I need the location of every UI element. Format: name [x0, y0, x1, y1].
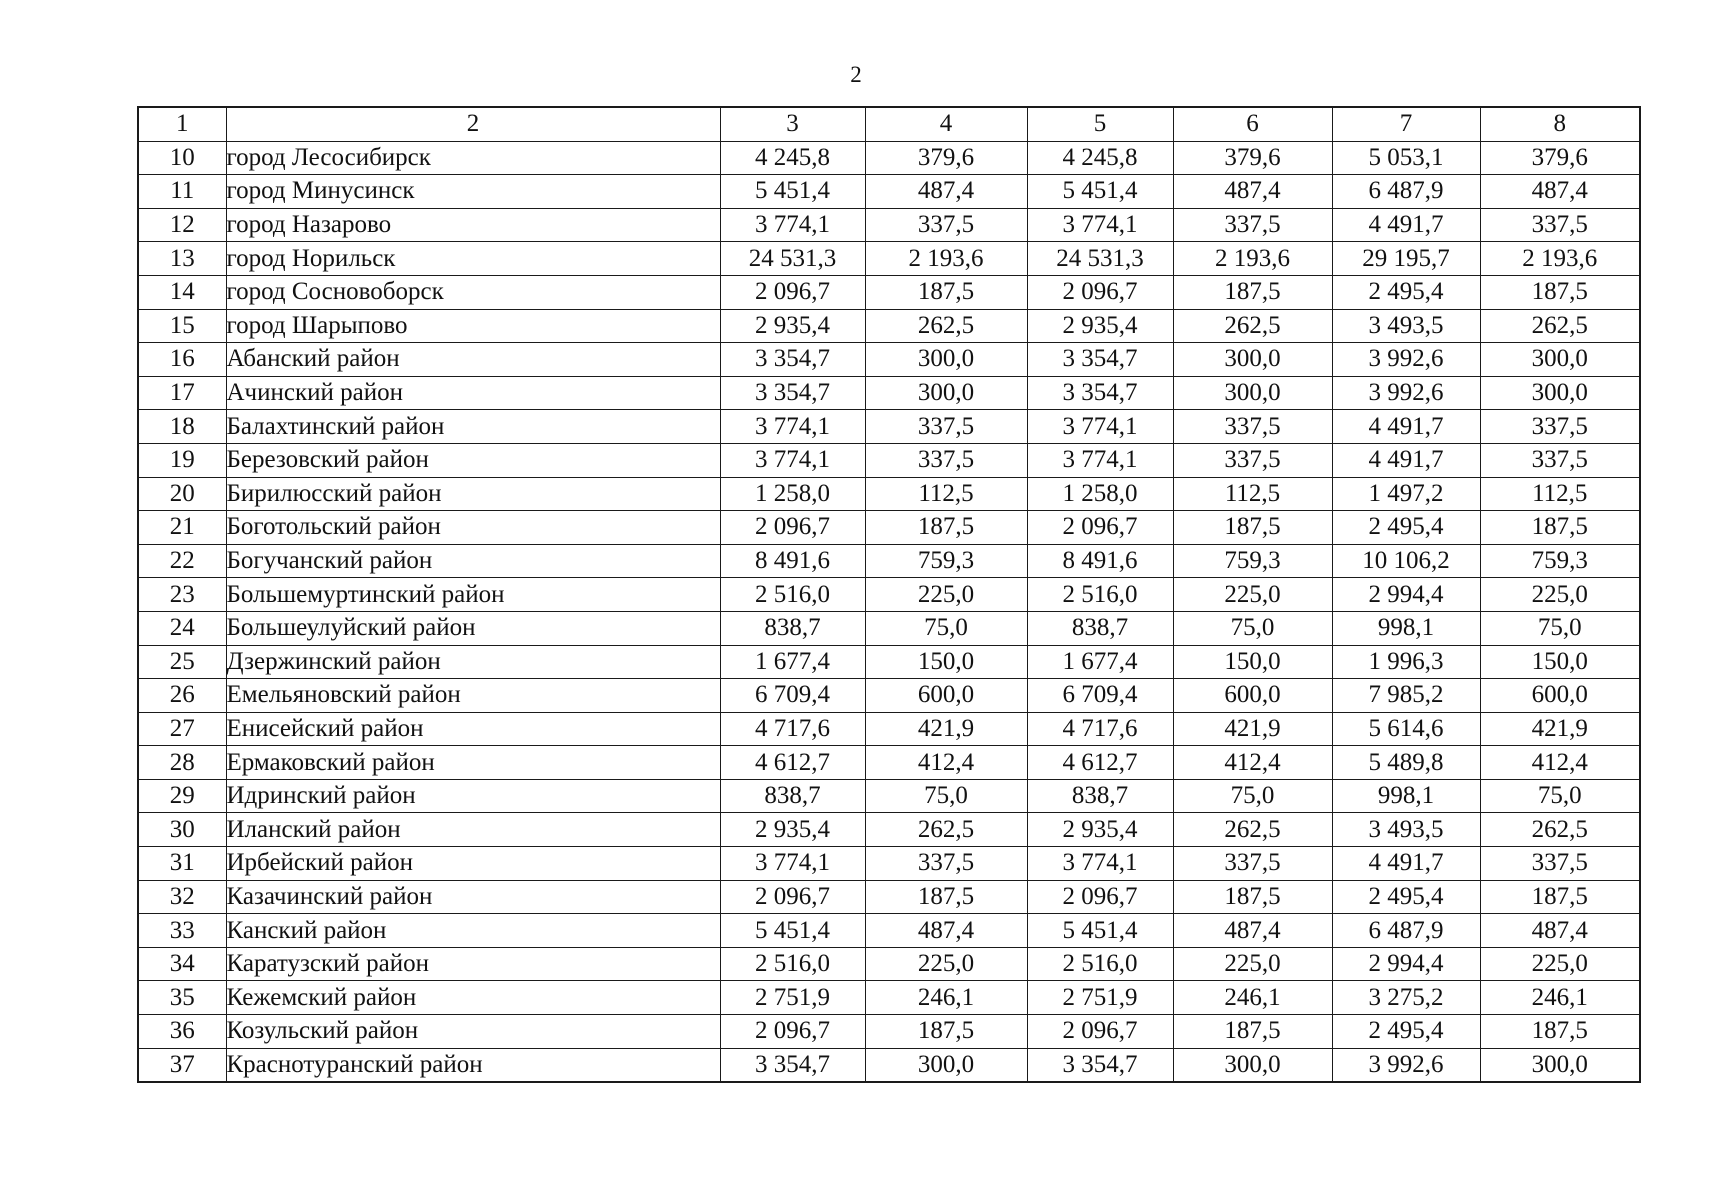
municipality-name-cell: город Назарово: [226, 208, 720, 242]
value-cell-col-8: 337,5: [1480, 443, 1640, 477]
row-number-cell: 31: [138, 847, 226, 881]
value-cell-col-8: 187,5: [1480, 275, 1640, 309]
value-cell-col-7: 6 487,9: [1332, 914, 1480, 948]
value-cell-col-6: 759,3: [1173, 544, 1332, 578]
value-cell-col-5: 8 491,6: [1027, 544, 1173, 578]
value-cell-col-4: 262,5: [865, 813, 1027, 847]
value-cell-col-3: 6 709,4: [720, 679, 865, 713]
municipality-name-cell: Большеулуйский район: [226, 611, 720, 645]
header-cell-col-1: 1: [138, 107, 226, 141]
row-number-cell: 14: [138, 275, 226, 309]
value-cell-col-8: 600,0: [1480, 679, 1640, 713]
value-cell-col-6: 487,4: [1173, 175, 1332, 209]
value-cell-col-4: 112,5: [865, 477, 1027, 511]
value-cell-col-7: 5 489,8: [1332, 746, 1480, 780]
row-number-cell: 37: [138, 1048, 226, 1082]
value-cell-col-6: 75,0: [1173, 611, 1332, 645]
value-cell-col-8: 337,5: [1480, 847, 1640, 881]
municipality-name-cell: Козульский район: [226, 1015, 720, 1049]
municipality-name-cell: Каратузский район: [226, 947, 720, 981]
municipality-name-cell: Березовский район: [226, 443, 720, 477]
row-number-cell: 33: [138, 914, 226, 948]
row-number-cell: 35: [138, 981, 226, 1015]
municipality-name-cell: Бирилюсский район: [226, 477, 720, 511]
municipality-name-cell: Абанский район: [226, 343, 720, 377]
value-cell-col-4: 225,0: [865, 947, 1027, 981]
value-cell-col-5: 1 258,0: [1027, 477, 1173, 511]
value-cell-col-5: 1 677,4: [1027, 645, 1173, 679]
value-cell-col-7: 2 994,4: [1332, 578, 1480, 612]
value-cell-col-7: 2 495,4: [1332, 1015, 1480, 1049]
value-cell-col-7: 2 495,4: [1332, 275, 1480, 309]
value-cell-col-6: 379,6: [1173, 141, 1332, 175]
value-cell-col-8: 300,0: [1480, 1048, 1640, 1082]
value-cell-col-5: 4 245,8: [1027, 141, 1173, 175]
municipality-name-cell: Богучанский район: [226, 544, 720, 578]
value-cell-col-4: 246,1: [865, 981, 1027, 1015]
value-cell-col-8: 75,0: [1480, 611, 1640, 645]
value-cell-col-3: 3 354,7: [720, 343, 865, 377]
value-cell-col-3: 3 774,1: [720, 410, 865, 444]
value-cell-col-5: 2 935,4: [1027, 309, 1173, 343]
value-cell-col-5: 3 774,1: [1027, 208, 1173, 242]
value-cell-col-7: 29 195,7: [1332, 242, 1480, 276]
value-cell-col-8: 412,4: [1480, 746, 1640, 780]
municipality-name-cell: Ирбейский район: [226, 847, 720, 881]
municipality-name-cell: Дзержинский район: [226, 645, 720, 679]
row-number-cell: 13: [138, 242, 226, 276]
municipality-name-cell: Казачинский район: [226, 880, 720, 914]
row-number-cell: 16: [138, 343, 226, 377]
table-row: [138, 914, 1640, 948]
table-row: [138, 981, 1640, 1015]
value-cell-col-4: 487,4: [865, 914, 1027, 948]
value-cell-col-7: 7 985,2: [1332, 679, 1480, 713]
value-cell-col-7: 4 491,7: [1332, 847, 1480, 881]
value-cell-col-4: 337,5: [865, 208, 1027, 242]
value-cell-col-6: 337,5: [1173, 443, 1332, 477]
value-cell-col-4: 337,5: [865, 847, 1027, 881]
municipality-name-cell: Боготольский район: [226, 511, 720, 545]
value-cell-col-5: 3 354,7: [1027, 1048, 1173, 1082]
table-row: [138, 410, 1640, 444]
value-cell-col-3: 2 935,4: [720, 813, 865, 847]
value-cell-col-7: 3 992,6: [1332, 376, 1480, 410]
row-number-cell: 29: [138, 779, 226, 813]
value-cell-col-8: 759,3: [1480, 544, 1640, 578]
value-cell-col-3: 4 717,6: [720, 712, 865, 746]
value-cell-col-3: 2 096,7: [720, 1015, 865, 1049]
value-cell-col-7: 998,1: [1332, 611, 1480, 645]
value-cell-col-5: 2 096,7: [1027, 275, 1173, 309]
row-number-cell: 11: [138, 175, 226, 209]
table-row: [138, 208, 1640, 242]
value-cell-col-7: 10 106,2: [1332, 544, 1480, 578]
value-cell-col-6: 225,0: [1173, 947, 1332, 981]
value-cell-col-8: 300,0: [1480, 376, 1640, 410]
table-row: [138, 611, 1640, 645]
table-row: [138, 712, 1640, 746]
value-cell-col-4: 337,5: [865, 443, 1027, 477]
table-row: [138, 1015, 1640, 1049]
row-number-cell: 25: [138, 645, 226, 679]
row-number-cell: 36: [138, 1015, 226, 1049]
value-cell-col-3: 24 531,3: [720, 242, 865, 276]
value-cell-col-3: 2 516,0: [720, 947, 865, 981]
value-cell-col-3: 4 245,8: [720, 141, 865, 175]
value-cell-col-3: 3 774,1: [720, 847, 865, 881]
value-cell-col-7: 3 275,2: [1332, 981, 1480, 1015]
value-cell-col-7: 6 487,9: [1332, 175, 1480, 209]
value-cell-col-5: 3 774,1: [1027, 410, 1173, 444]
value-cell-col-6: 337,5: [1173, 847, 1332, 881]
value-cell-col-6: 262,5: [1173, 309, 1332, 343]
row-number-cell: 18: [138, 410, 226, 444]
value-cell-col-4: 300,0: [865, 376, 1027, 410]
table-row: [138, 242, 1640, 276]
value-cell-col-5: 5 451,4: [1027, 914, 1173, 948]
value-cell-col-6: 487,4: [1173, 914, 1332, 948]
table-row: [138, 175, 1640, 209]
row-number-cell: 34: [138, 947, 226, 981]
value-cell-col-8: 379,6: [1480, 141, 1640, 175]
value-cell-col-7: 2 495,4: [1332, 880, 1480, 914]
header-cell-col-8: 8: [1480, 107, 1640, 141]
value-cell-col-7: 3 992,6: [1332, 343, 1480, 377]
value-cell-col-4: 379,6: [865, 141, 1027, 175]
value-cell-col-3: 2 096,7: [720, 880, 865, 914]
value-cell-col-4: 187,5: [865, 1015, 1027, 1049]
municipality-name-cell: Балахтинский район: [226, 410, 720, 444]
value-cell-col-6: 2 193,6: [1173, 242, 1332, 276]
value-cell-col-6: 300,0: [1173, 343, 1332, 377]
value-cell-col-5: 3 774,1: [1027, 847, 1173, 881]
value-cell-col-5: 838,7: [1027, 611, 1173, 645]
value-cell-col-5: 2 096,7: [1027, 1015, 1173, 1049]
value-cell-col-7: 5 053,1: [1332, 141, 1480, 175]
value-cell-col-8: 337,5: [1480, 208, 1640, 242]
value-cell-col-5: 838,7: [1027, 779, 1173, 813]
value-cell-col-6: 300,0: [1173, 376, 1332, 410]
value-cell-col-8: 337,5: [1480, 410, 1640, 444]
table-row: [138, 141, 1640, 175]
value-cell-col-3: 2 751,9: [720, 981, 865, 1015]
table-row: [138, 511, 1640, 545]
municipality-name-cell: Енисейский район: [226, 712, 720, 746]
header-cell-col-7: 7: [1332, 107, 1480, 141]
value-cell-col-8: 187,5: [1480, 511, 1640, 545]
value-cell-col-3: 3 774,1: [720, 443, 865, 477]
row-number-cell: 30: [138, 813, 226, 847]
value-cell-col-6: 187,5: [1173, 511, 1332, 545]
row-number-cell: 27: [138, 712, 226, 746]
row-number-cell: 17: [138, 376, 226, 410]
value-cell-col-5: 6 709,4: [1027, 679, 1173, 713]
value-cell-col-5: 3 354,7: [1027, 343, 1173, 377]
table-row: [138, 578, 1640, 612]
value-cell-col-8: 421,9: [1480, 712, 1640, 746]
value-cell-col-4: 75,0: [865, 779, 1027, 813]
value-cell-col-4: 225,0: [865, 578, 1027, 612]
value-cell-col-8: 112,5: [1480, 477, 1640, 511]
table-row: [138, 813, 1640, 847]
value-cell-col-6: 225,0: [1173, 578, 1332, 612]
value-cell-col-6: 412,4: [1173, 746, 1332, 780]
row-number-cell: 20: [138, 477, 226, 511]
value-cell-col-4: 187,5: [865, 275, 1027, 309]
value-cell-col-3: 3 774,1: [720, 208, 865, 242]
header-cell-col-2: 2: [226, 107, 720, 141]
value-cell-col-3: 3 354,7: [720, 376, 865, 410]
row-number-cell: 32: [138, 880, 226, 914]
value-cell-col-3: 8 491,6: [720, 544, 865, 578]
value-cell-col-4: 421,9: [865, 712, 1027, 746]
value-cell-col-3: 2 935,4: [720, 309, 865, 343]
value-cell-col-7: 4 491,7: [1332, 410, 1480, 444]
value-cell-col-6: 150,0: [1173, 645, 1332, 679]
value-cell-col-8: 487,4: [1480, 175, 1640, 209]
value-cell-col-5: 4 612,7: [1027, 746, 1173, 780]
table-row: [138, 779, 1640, 813]
value-cell-col-3: 5 451,4: [720, 175, 865, 209]
value-cell-col-6: 300,0: [1173, 1048, 1332, 1082]
value-cell-col-5: 4 717,6: [1027, 712, 1173, 746]
value-cell-col-8: 262,5: [1480, 309, 1640, 343]
table-row: [138, 847, 1640, 881]
municipality-name-cell: Емельяновский район: [226, 679, 720, 713]
value-cell-col-5: 2 935,4: [1027, 813, 1173, 847]
row-number-cell: 23: [138, 578, 226, 612]
value-cell-col-4: 262,5: [865, 309, 1027, 343]
value-cell-col-4: 412,4: [865, 746, 1027, 780]
value-cell-col-4: 600,0: [865, 679, 1027, 713]
value-cell-col-6: 187,5: [1173, 275, 1332, 309]
page-number: 2: [850, 62, 862, 87]
value-cell-col-8: 262,5: [1480, 813, 1640, 847]
value-cell-col-4: 300,0: [865, 343, 1027, 377]
row-number-cell: 12: [138, 208, 226, 242]
value-cell-col-8: 187,5: [1480, 1015, 1640, 1049]
municipality-name-cell: город Шарыпово: [226, 309, 720, 343]
value-cell-col-8: 225,0: [1480, 947, 1640, 981]
value-cell-col-4: 759,3: [865, 544, 1027, 578]
municipality-name-cell: город Минусинск: [226, 175, 720, 209]
municipality-name-cell: город Сосновоборск: [226, 275, 720, 309]
value-cell-col-6: 246,1: [1173, 981, 1332, 1015]
municipality-name-cell: Ачинский район: [226, 376, 720, 410]
data-table: [137, 106, 1641, 1083]
value-cell-col-3: 2 516,0: [720, 578, 865, 612]
value-cell-col-4: 187,5: [865, 511, 1027, 545]
value-cell-col-4: 300,0: [865, 1048, 1027, 1082]
value-cell-col-3: 2 096,7: [720, 511, 865, 545]
value-cell-col-6: 75,0: [1173, 779, 1332, 813]
value-cell-col-7: 1 497,2: [1332, 477, 1480, 511]
value-cell-col-8: 246,1: [1480, 981, 1640, 1015]
value-cell-col-5: 24 531,3: [1027, 242, 1173, 276]
value-cell-col-7: 3 493,5: [1332, 813, 1480, 847]
value-cell-col-4: 2 193,6: [865, 242, 1027, 276]
table-row: [138, 376, 1640, 410]
row-number-cell: 19: [138, 443, 226, 477]
value-cell-col-3: 1 258,0: [720, 477, 865, 511]
value-cell-col-3: 5 451,4: [720, 914, 865, 948]
municipality-name-cell: Идринский район: [226, 779, 720, 813]
row-number-cell: 10: [138, 141, 226, 175]
value-cell-col-4: 487,4: [865, 175, 1027, 209]
table-row: [138, 746, 1640, 780]
value-cell-col-6: 187,5: [1173, 880, 1332, 914]
value-cell-col-7: 4 491,7: [1332, 208, 1480, 242]
row-number-cell: 28: [138, 746, 226, 780]
value-cell-col-3: 838,7: [720, 611, 865, 645]
municipality-name-cell: город Норильск: [226, 242, 720, 276]
value-cell-col-7: 3 992,6: [1332, 1048, 1480, 1082]
header-cell-col-3: 3: [720, 107, 865, 141]
value-cell-col-3: 2 096,7: [720, 275, 865, 309]
value-cell-col-7: 2 994,4: [1332, 947, 1480, 981]
table-row: [138, 544, 1640, 578]
table-row: [138, 275, 1640, 309]
municipality-name-cell: Иланский район: [226, 813, 720, 847]
value-cell-col-5: 2 096,7: [1027, 511, 1173, 545]
value-cell-col-8: 300,0: [1480, 343, 1640, 377]
municipality-name-cell: город Лесосибирск: [226, 141, 720, 175]
value-cell-col-5: 3 774,1: [1027, 443, 1173, 477]
row-number-cell: 21: [138, 511, 226, 545]
value-cell-col-4: 187,5: [865, 880, 1027, 914]
value-cell-col-3: 4 612,7: [720, 746, 865, 780]
value-cell-col-6: 262,5: [1173, 813, 1332, 847]
value-cell-col-3: 1 677,4: [720, 645, 865, 679]
value-cell-col-7: 1 996,3: [1332, 645, 1480, 679]
value-cell-col-4: 337,5: [865, 410, 1027, 444]
municipality-name-cell: Большемуртинский район: [226, 578, 720, 612]
value-cell-col-6: 421,9: [1173, 712, 1332, 746]
table-row: [138, 1048, 1640, 1082]
table-body: [138, 107, 1640, 1082]
value-cell-col-5: 3 354,7: [1027, 376, 1173, 410]
value-cell-col-5: 2 096,7: [1027, 880, 1173, 914]
table-row: [138, 309, 1640, 343]
value-cell-col-6: 187,5: [1173, 1015, 1332, 1049]
value-cell-col-7: 4 491,7: [1332, 443, 1480, 477]
table-row: [138, 443, 1640, 477]
municipality-name-cell: Ермаковский район: [226, 746, 720, 780]
value-cell-col-6: 337,5: [1173, 410, 1332, 444]
value-cell-col-8: 225,0: [1480, 578, 1640, 612]
row-number-cell: 26: [138, 679, 226, 713]
value-cell-col-5: 2 516,0: [1027, 947, 1173, 981]
value-cell-col-7: 2 495,4: [1332, 511, 1480, 545]
table-row: [138, 645, 1640, 679]
value-cell-col-6: 600,0: [1173, 679, 1332, 713]
row-number-cell: 22: [138, 544, 226, 578]
value-cell-col-6: 337,5: [1173, 208, 1332, 242]
header-cell-col-6: 6: [1173, 107, 1332, 141]
value-cell-col-4: 75,0: [865, 611, 1027, 645]
value-cell-col-7: 5 614,6: [1332, 712, 1480, 746]
header-cell-col-5: 5: [1027, 107, 1173, 141]
municipality-name-cell: Канский район: [226, 914, 720, 948]
value-cell-col-3: 838,7: [720, 779, 865, 813]
value-cell-col-8: 2 193,6: [1480, 242, 1640, 276]
value-cell-col-3: 3 354,7: [720, 1048, 865, 1082]
value-cell-col-8: 487,4: [1480, 914, 1640, 948]
value-cell-col-8: 187,5: [1480, 880, 1640, 914]
table-row: [138, 477, 1640, 511]
value-cell-col-7: 998,1: [1332, 779, 1480, 813]
value-cell-col-8: 75,0: [1480, 779, 1640, 813]
table-row: [138, 679, 1640, 713]
header-row: [138, 107, 1640, 141]
value-cell-col-6: 112,5: [1173, 477, 1332, 511]
header-cell-col-4: 4: [865, 107, 1027, 141]
row-number-cell: 15: [138, 309, 226, 343]
value-cell-col-5: 2 516,0: [1027, 578, 1173, 612]
value-cell-col-5: 5 451,4: [1027, 175, 1173, 209]
value-cell-col-4: 150,0: [865, 645, 1027, 679]
row-number-cell: 24: [138, 611, 226, 645]
value-cell-col-8: 150,0: [1480, 645, 1640, 679]
table-row: [138, 947, 1640, 981]
municipality-name-cell: Кежемский район: [226, 981, 720, 1015]
municipality-name-cell: Краснотуранский район: [226, 1048, 720, 1082]
table-row: [138, 880, 1640, 914]
value-cell-col-5: 2 751,9: [1027, 981, 1173, 1015]
table-row: [138, 343, 1640, 377]
value-cell-col-7: 3 493,5: [1332, 309, 1480, 343]
